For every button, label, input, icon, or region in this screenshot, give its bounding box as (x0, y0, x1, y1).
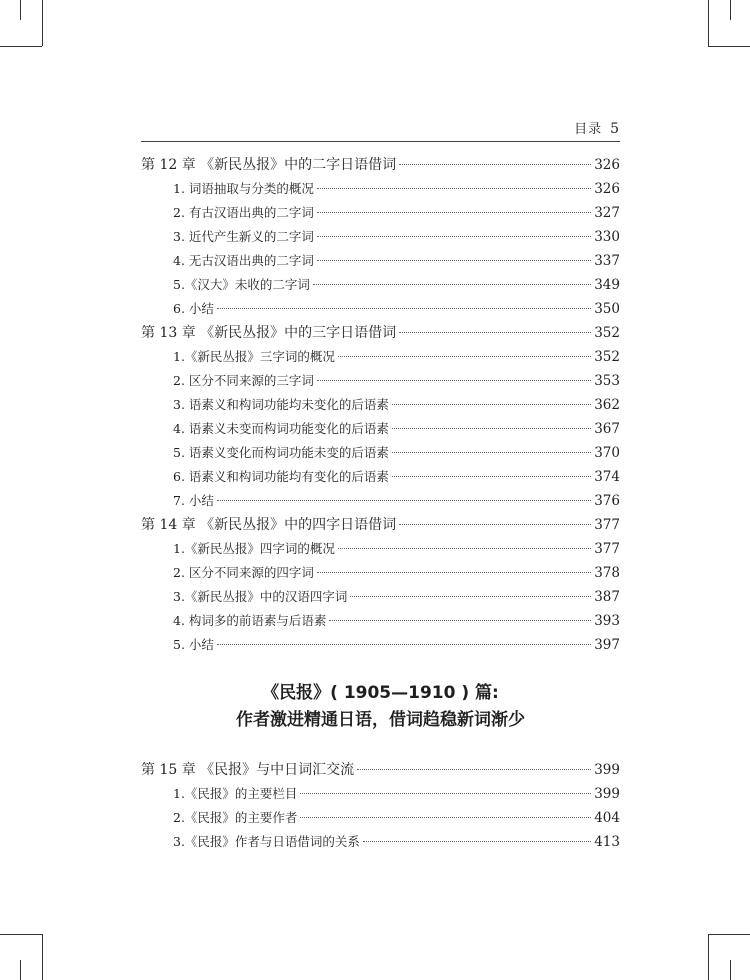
dot-leader (392, 452, 591, 453)
toc-entry-page: 404 (594, 810, 620, 826)
toc-section-entry (141, 633, 620, 657)
toc-entry-title: 3.《新民丛报》中的汉语四字词 (173, 589, 348, 604)
dot-leader (357, 769, 591, 770)
dot-leader (392, 476, 591, 477)
toc-section-entry (141, 441, 620, 465)
dot-leader (317, 188, 591, 189)
toc-section-entry (141, 537, 620, 561)
toc-entry-title: 第 12 章 《新民丛报》中的二字日语借词 (141, 157, 397, 173)
dot-leader (300, 817, 591, 818)
toc-entry-page: 376 (594, 493, 620, 509)
toc-chapter-entry (141, 758, 620, 782)
toc-entry-title: 1. 词语抽取与分类的概况 (173, 181, 314, 196)
toc-entry-title: 1.《新民丛报》四字词的概况 (173, 541, 335, 556)
toc-section-entry (141, 297, 620, 321)
toc-entry-title: 2. 有古汉语出典的二字词 (173, 205, 314, 220)
toc-entry-page: 370 (594, 445, 620, 461)
dot-leader (300, 793, 591, 794)
toc-entry-page: 413 (594, 834, 620, 850)
dot-leader (338, 548, 591, 549)
toc-entry-page: 399 (594, 762, 620, 778)
crop-mark (730, 960, 731, 980)
toc-list (141, 758, 620, 854)
dot-leader (217, 500, 591, 501)
header-page-number: 5 (610, 121, 620, 137)
toc-chapter-entry (141, 513, 620, 537)
header-rule (141, 141, 620, 142)
part-heading (141, 680, 620, 734)
toc-entry-title: 5.《汉大》未收的二字词 (173, 277, 310, 292)
dot-leader (399, 332, 591, 333)
toc-entry-page: 377 (594, 517, 620, 533)
toc-entry-title: 6. 小结 (173, 301, 214, 316)
toc-entry-page: 393 (594, 613, 620, 629)
toc-entry-page: 326 (594, 157, 620, 173)
toc-section-entry (141, 273, 620, 297)
dot-leader (317, 236, 591, 237)
toc-entry-page: 327 (594, 205, 620, 221)
toc-entry-title: 3. 语素义和构词功能均未变化的后语素 (173, 397, 389, 412)
toc-entry-page: 377 (594, 541, 620, 557)
toc-entry-page: 374 (594, 469, 620, 485)
dot-leader (399, 164, 591, 165)
dot-leader (313, 284, 591, 285)
toc-entry-page: 350 (594, 301, 620, 317)
toc-entry-title: 3.《民报》作者与日语借词的关系 (173, 834, 360, 849)
toc-entry-title: 第 15 章 《民报》与中日词汇交流 (141, 762, 355, 778)
toc-entry-title: 4. 语素义未变而构词功能变化的后语素 (173, 421, 389, 436)
dot-leader (317, 212, 591, 213)
toc-section-entry (141, 585, 620, 609)
toc-section-entry (141, 249, 620, 273)
toc-entry-page: 330 (594, 229, 620, 245)
toc-section-entry (141, 177, 620, 201)
toc-section-entry (141, 225, 620, 249)
crop-mark (20, 960, 21, 980)
crop-mark (708, 934, 750, 935)
crop-mark (708, 934, 709, 980)
crop-mark (0, 934, 42, 935)
toc-entry-page: 349 (594, 277, 620, 293)
crop-mark (42, 934, 43, 980)
toc-entry-title: 1.《民报》的主要栏目 (173, 786, 298, 801)
dot-leader (317, 260, 591, 261)
toc-section-entry (141, 201, 620, 225)
toc-entry-title: 第 14 章 《新民丛报》中的四字日语借词 (141, 517, 397, 533)
dot-leader (329, 620, 591, 621)
toc-entry-title: 1.《新民丛报》三字词的概况 (173, 349, 335, 364)
toc-entry-title: 4. 无古汉语出典的二字词 (173, 253, 314, 268)
toc-entry-page: 399 (594, 786, 620, 802)
toc-entry-page: 362 (594, 397, 620, 413)
toc-entry-page: 367 (594, 421, 620, 437)
toc-entry-page: 387 (594, 589, 620, 605)
dot-leader (392, 404, 591, 405)
dot-leader (363, 841, 591, 842)
toc-section-entry (141, 345, 620, 369)
part-subtitle: 作者激进精通日语，借词趋稳新词渐少 (236, 710, 525, 730)
toc-entry-title: 5. 小结 (173, 637, 214, 652)
crop-mark (0, 46, 42, 47)
toc-entry-title: 3. 近代产生新义的二字词 (173, 229, 314, 244)
crop-mark (708, 46, 750, 47)
toc-section-entry (141, 417, 620, 441)
dot-leader (317, 380, 591, 381)
toc-section-entry (141, 830, 620, 854)
dot-leader (399, 524, 591, 525)
toc-entry-page: 378 (594, 565, 620, 581)
toc-entry-title: 6. 语素义和构词功能均有变化的后语素 (173, 469, 389, 484)
dot-leader (350, 596, 591, 597)
toc-entry-title: 7. 小结 (173, 493, 214, 508)
toc-entry-title: 4. 构词多的前语素与后语素 (173, 613, 327, 628)
toc-chapter-entry (141, 321, 620, 345)
crop-mark (20, 0, 21, 20)
toc-entry-page: 353 (594, 373, 620, 389)
toc-entry-title: 2.《民报》的主要作者 (173, 810, 298, 825)
dot-leader (317, 572, 591, 573)
dot-leader (338, 356, 591, 357)
toc-section-entry (141, 782, 620, 806)
toc-section-entry (141, 806, 620, 830)
toc-entry-title: 5. 语素义变化而构词功能未变的后语素 (173, 445, 389, 460)
toc-section-entry (141, 489, 620, 513)
header-section: 目录 (574, 122, 603, 137)
toc-chapter-entry (141, 153, 620, 177)
running-header (141, 118, 620, 137)
toc-section-entry (141, 465, 620, 489)
dot-leader (392, 428, 591, 429)
crop-mark (708, 0, 709, 46)
part-title: 《民报》( 1905—1910 ) 篇: (262, 683, 499, 703)
toc-section-entry (141, 369, 620, 393)
toc-entry-page: 337 (594, 253, 620, 269)
toc-list (141, 153, 620, 657)
toc-entry-title: 第 13 章 《新民丛报》中的三字日语借词 (141, 325, 397, 341)
toc-section-entry (141, 609, 620, 633)
crop-mark (42, 0, 43, 46)
toc-entry-title: 2. 区分不同来源的三字词 (173, 373, 314, 388)
dot-leader (217, 644, 591, 645)
toc-entry-page: 326 (594, 181, 620, 197)
crop-mark (730, 0, 731, 20)
toc-entry-page: 397 (594, 637, 620, 653)
toc-entry-title: 2. 区分不同来源的四字词 (173, 565, 314, 580)
toc-entry-page: 352 (594, 325, 620, 341)
toc-entry-page: 352 (594, 349, 620, 365)
dot-leader (217, 308, 591, 309)
toc-section-entry (141, 561, 620, 585)
toc-section-entry (141, 393, 620, 417)
